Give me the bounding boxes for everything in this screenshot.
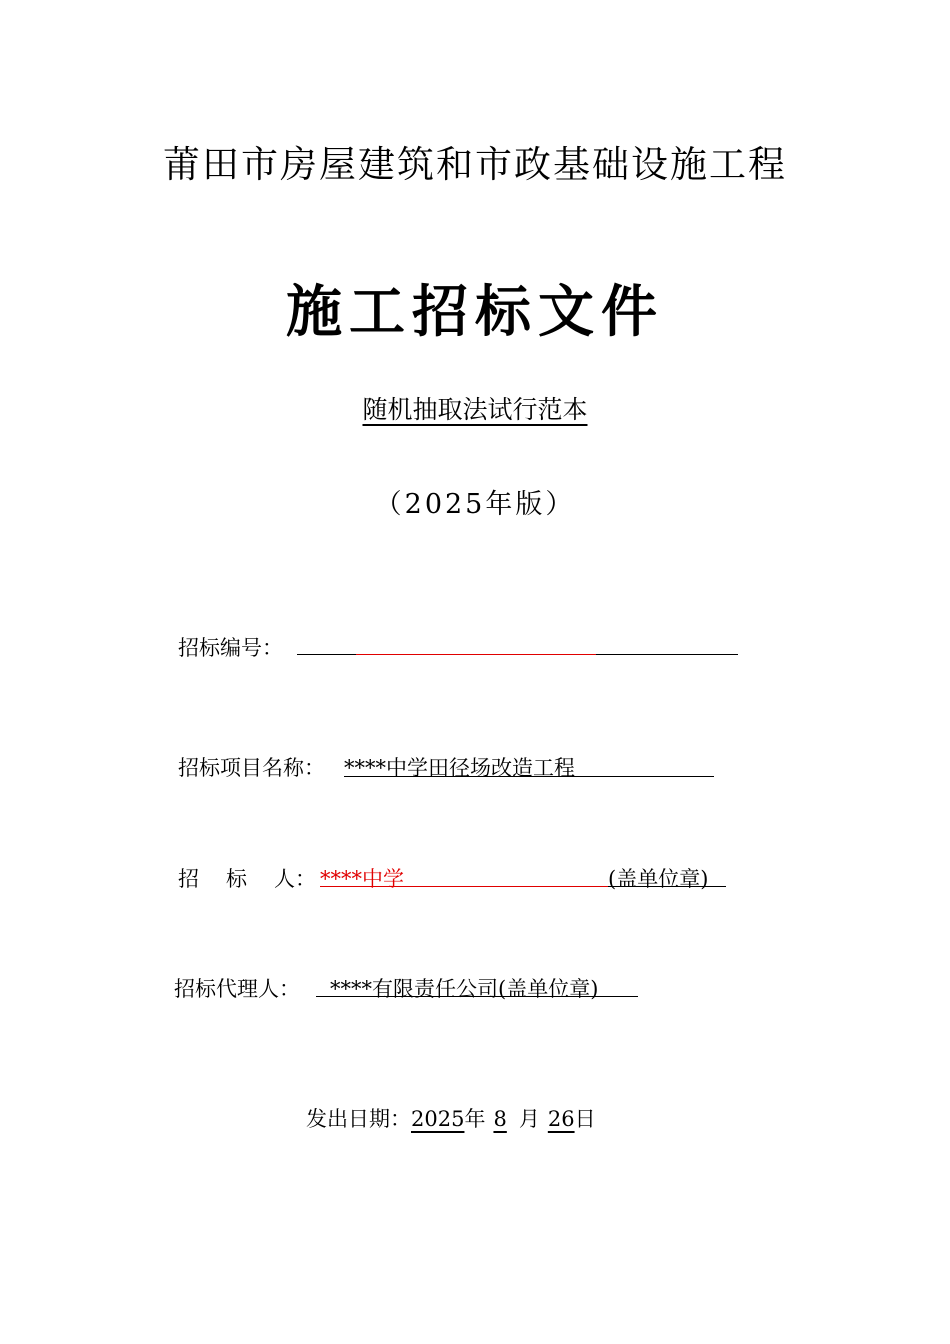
issue-date-month-field xyxy=(485,1107,518,1131)
issue-date-row xyxy=(306,1103,596,1133)
tenderer-label xyxy=(178,863,316,893)
issue-date-month: 8 xyxy=(493,1107,507,1131)
agent-label: 招标代理人： xyxy=(174,977,300,1001)
tenderer-seal-note: (盖单位章) xyxy=(608,867,709,891)
tenderer-label-char1: 招 xyxy=(178,867,199,891)
issue-date-day-unit: 日 xyxy=(574,1107,596,1131)
document-subtitle: 随机抽取法试行范本 xyxy=(362,395,588,424)
bid-number-underline-highlight xyxy=(356,654,596,655)
tenderer-value: ****中学 xyxy=(320,867,404,891)
issue-date-label: 发出日期： xyxy=(306,1107,411,1131)
issue-date-day: 26 xyxy=(547,1107,575,1131)
document-main-title: 施工招标文件 xyxy=(286,279,664,345)
edition-label: （2025年版） xyxy=(374,489,576,520)
project-name-value: ****中学田径场改造工程 xyxy=(344,756,575,780)
tenderer-seal-underline xyxy=(608,886,726,887)
document-title-line1: 莆田市房屋建筑和市政基础设施工程 xyxy=(163,143,787,186)
issue-date-year-unit: 年 xyxy=(464,1107,486,1131)
project-name-underline xyxy=(344,776,714,777)
tenderer-label-char3: 人： xyxy=(274,867,316,891)
subtitle-container xyxy=(0,390,950,426)
issue-date-year: 2025 xyxy=(411,1107,465,1131)
agent-underline xyxy=(316,996,638,997)
tenderer-underline xyxy=(320,886,608,887)
issue-date-day-field xyxy=(540,1107,575,1131)
tenderer-label-char2: 标 xyxy=(226,867,247,891)
bid-number-label: 招标编号： xyxy=(178,636,283,660)
agent-value: ****有限责任公司(盖单位章) xyxy=(330,977,599,1001)
issue-date-month-unit: 月 xyxy=(518,1107,540,1131)
project-name-label: 招标项目名称： xyxy=(178,756,325,780)
